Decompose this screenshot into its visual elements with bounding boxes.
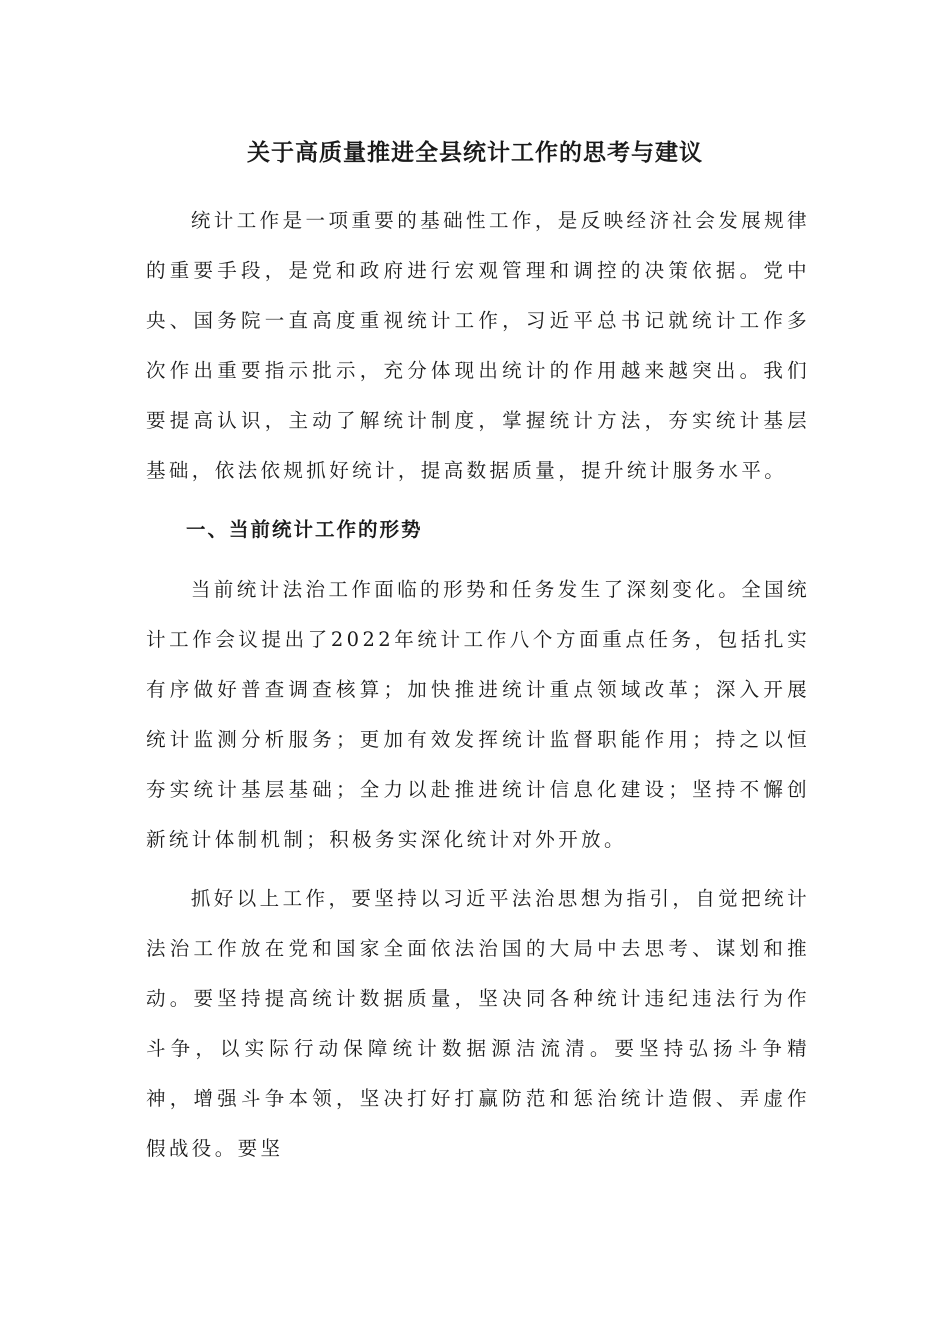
section-paragraph-2: 抓好以上工作，要坚持以习近平法治思想为指引，自觉把统计法治工作放在党和国家全面依法治国的大局中去思考、谋划和推动。要坚持提高统计数据质量，坚决同各种统计违纪违法行为作斗争，以实际行动保障统计数据源洁流清。要坚持弘扬斗争精神，增强斗争本领，坚决打好打赢防范和惩治统计造假、弄虚作假战役。要坚	[146, 887, 810, 1160]
intro-paragraph: 统计工作是一项重要的基础性工作，是反映经济社会发展规律的重要手段，是党和政府进行宏观管理和调控的决策依据。党中央、国务院一直高度重视统计工作，习近平总书记就统计工作多次作出重要指示批示，充分体现出统计的作用越来越突出。我们要提高认识，主动了解统计制度，掌握统计方法，夯实统计基层基础，依法依规抓好统计，提高数据质量，提升统计服务水平。	[146, 209, 810, 482]
document-body	[146, 196, 810, 1174]
document-title: 关于高质量推进全县统计工作的思考与建议	[247, 139, 703, 166]
section-paragraph-1: 当前统计法治工作面临的形势和任务发生了深刻变化。全国统计工作会议提出了2022年统计工作八个方面重点任务，包括扎实有序做好普查调查核算；加快推进统计重点领域改革；深入开展统计监测分析服务；更加有效发挥统计监督职能作用；持之以恒夯实统计基层基础；全力以赴推进统计信息化建设；坚持不懈创新统计体制机制；积极务实深化统计对外开放。	[146, 578, 810, 851]
section-heading: 一、当前统计工作的形势	[186, 518, 423, 541]
